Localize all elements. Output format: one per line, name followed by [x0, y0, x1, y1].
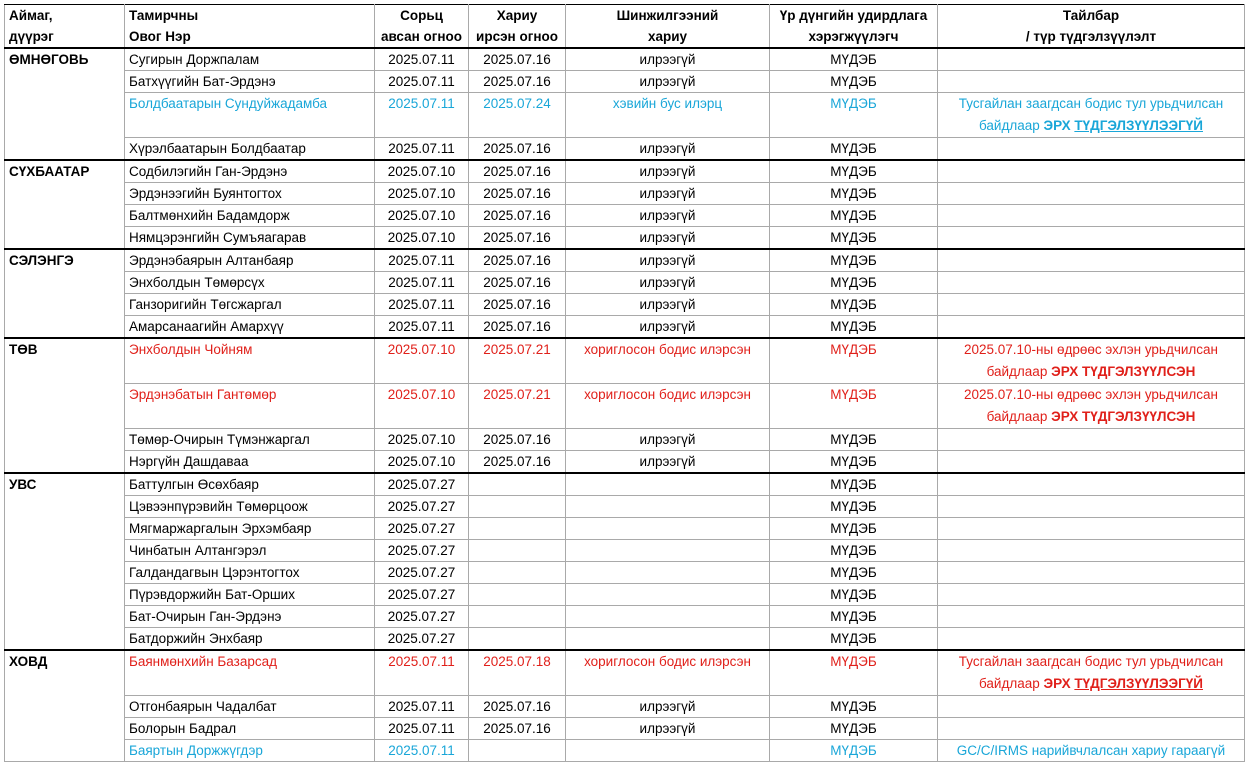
note-cell — [938, 496, 1245, 518]
header-test-result: Шинжилгээний — [566, 5, 770, 27]
table-row — [5, 584, 1245, 606]
management-org: МҮДЭБ — [770, 93, 938, 138]
test-result: илрээгүй — [566, 294, 770, 316]
note-cell: GC/C/IRMS нарийвчлалсан хариу гараагүй — [938, 740, 1245, 762]
sample-date: 2025.07.10 — [375, 183, 469, 205]
sample-date: 2025.07.27 — [375, 606, 469, 628]
management-org: МҮДЭБ — [770, 338, 938, 384]
aimag-cell — [5, 628, 125, 651]
header-note: Тайлбар — [938, 5, 1245, 27]
aimag-cell — [5, 696, 125, 718]
table-row — [5, 272, 1245, 294]
athlete-name: Ганзоригийн Төгсжаргал — [125, 294, 375, 316]
header-sample-date-2: авсан огноо — [375, 26, 469, 48]
result-date: 2025.07.16 — [469, 696, 566, 718]
note-bold: ЭРХ ТҮДГЭЛЗҮҮЛСЭН — [1051, 364, 1196, 379]
table-row — [5, 606, 1245, 628]
note-bold-underlined: ТҮДГЭЛЗҮҮЛЭЭГҮЙ — [1074, 118, 1203, 133]
sample-date: 2025.07.10 — [375, 205, 469, 227]
header-athlete-2: Овог Нэр — [125, 26, 375, 48]
result-date: 2025.07.21 — [469, 338, 566, 384]
result-date — [469, 606, 566, 628]
test-result: илрээгүй — [566, 316, 770, 339]
doping-results-table — [4, 4, 1245, 762]
sample-date: 2025.07.10 — [375, 227, 469, 250]
athlete-name: Галдандагвын Цэрэнтогтох — [125, 562, 375, 584]
header-management-2: хэрэгжүүлэгч — [770, 26, 938, 48]
note-cell — [938, 71, 1245, 93]
aimag-cell — [5, 540, 125, 562]
table-row — [5, 540, 1245, 562]
note-bold: ЭРХ — [1043, 118, 1075, 133]
test-result: илрээгүй — [566, 205, 770, 227]
test-result: илрээгүй — [566, 227, 770, 250]
aimag-cell — [5, 138, 125, 161]
table-row — [5, 518, 1245, 540]
table-row — [5, 48, 1245, 71]
note-cell — [938, 294, 1245, 316]
sample-date: 2025.07.11 — [375, 696, 469, 718]
note-cell — [938, 696, 1245, 718]
test-result: илрээгүй — [566, 249, 770, 272]
sample-date: 2025.07.10 — [375, 384, 469, 429]
note-line-1: 2025.07.10-ны өдрөөс эхлэн урьдчилсан — [963, 342, 1219, 357]
aimag-cell — [5, 606, 125, 628]
table-row — [5, 183, 1245, 205]
aimag-cell — [5, 562, 125, 584]
sample-date: 2025.07.11 — [375, 249, 469, 272]
sample-date: 2025.07.11 — [375, 740, 469, 762]
result-date — [469, 584, 566, 606]
note-cell — [938, 540, 1245, 562]
management-org: МҮДЭБ — [770, 606, 938, 628]
aimag-cell — [5, 518, 125, 540]
management-org: МҮДЭБ — [770, 205, 938, 227]
result-date: 2025.07.18 — [469, 650, 566, 696]
note-cell — [938, 628, 1245, 651]
athlete-name: Энхболдын Чойням — [125, 338, 375, 384]
test-result: илрээгүй — [566, 160, 770, 183]
note-plain: байдлаар — [986, 364, 1052, 379]
aimag-cell — [5, 451, 125, 474]
note-cell — [938, 138, 1245, 161]
aimag-cell — [5, 496, 125, 518]
note-bold-underlined: ТҮДГЭЛЗҮҮЛЭЭГҮЙ — [1074, 676, 1203, 691]
note-cell — [938, 48, 1245, 71]
note-cell — [938, 183, 1245, 205]
note-line-2 — [942, 406, 1240, 428]
table-row — [5, 718, 1245, 740]
result-date: 2025.07.16 — [469, 160, 566, 183]
athlete-name: Болорын Бадрал — [125, 718, 375, 740]
test-result: хориглосон бодис илэрсэн — [566, 384, 770, 429]
aimag-cell: СЭЛЭНГЭ — [5, 249, 125, 272]
table-row — [5, 429, 1245, 451]
header-athlete: Тамирчны — [125, 5, 375, 27]
aimag-cell — [5, 272, 125, 294]
note-bold: ЭРХ ТҮДГЭЛЗҮҮЛСЭН — [1051, 409, 1196, 424]
sample-date: 2025.07.27 — [375, 496, 469, 518]
athlete-name: Эрдэнэбаярын Алтанбаяр — [125, 249, 375, 272]
aimag-cell: СҮХБААТАР — [5, 160, 125, 183]
table-row — [5, 696, 1245, 718]
result-date — [469, 473, 566, 496]
note-line-1: Тусгайлан заагдсан бодис тул урьдчилсан — [958, 96, 1224, 111]
table-row — [5, 71, 1245, 93]
test-result — [566, 562, 770, 584]
athlete-name: Эрдэнэбатын Гантөмөр — [125, 384, 375, 429]
athlete-name: Төмөр-Очирын Түмэнжаргал — [125, 429, 375, 451]
note-cell — [938, 606, 1245, 628]
header-aimag: Аймаг, — [5, 5, 125, 27]
athlete-name: Цэвээнпүрэвийн Төмөрцоож — [125, 496, 375, 518]
table-row — [5, 384, 1245, 429]
management-org: МҮДЭБ — [770, 540, 938, 562]
note-cell — [938, 429, 1245, 451]
result-date: 2025.07.16 — [469, 294, 566, 316]
note-line-1: 2025.07.10-ны өдрөөс эхлэн урьдчилсан — [963, 387, 1219, 402]
sample-date: 2025.07.11 — [375, 294, 469, 316]
athlete-name: Батхүүгийн Бат-Эрдэнэ — [125, 71, 375, 93]
sample-date: 2025.07.27 — [375, 518, 469, 540]
athlete-name: Баяртын Доржжүгдэр — [125, 740, 375, 762]
test-result — [566, 606, 770, 628]
management-org: МҮДЭБ — [770, 473, 938, 496]
aimag-cell — [5, 294, 125, 316]
note-plain: байдлаар — [979, 676, 1044, 691]
aimag-cell: УВС — [5, 473, 125, 496]
sample-date: 2025.07.27 — [375, 628, 469, 651]
note-plain: байдлаар — [979, 118, 1044, 133]
management-org: МҮДЭБ — [770, 48, 938, 71]
note-cell — [938, 584, 1245, 606]
table-row — [5, 451, 1245, 474]
result-date: 2025.07.16 — [469, 451, 566, 474]
result-date: 2025.07.16 — [469, 205, 566, 227]
sample-date: 2025.07.10 — [375, 429, 469, 451]
test-result: хориглосон бодис илэрсэн — [566, 338, 770, 384]
header-management: Үр дүнгийн удирдлага — [770, 5, 938, 27]
table-row — [5, 294, 1245, 316]
aimag-cell: ТӨВ — [5, 338, 125, 384]
test-result — [566, 540, 770, 562]
athlete-name: Нямцэрэнгийн Сумъяагарав — [125, 227, 375, 250]
aimag-cell — [5, 584, 125, 606]
athlete-name: Батдоржийн Энхбаяр — [125, 628, 375, 651]
table-row — [5, 227, 1245, 250]
management-org: МҮДЭБ — [770, 429, 938, 451]
management-org: МҮДЭБ — [770, 384, 938, 429]
note-cell — [938, 473, 1245, 496]
sample-date: 2025.07.11 — [375, 272, 469, 294]
athlete-name: Отгонбаярын Чадалбат — [125, 696, 375, 718]
test-result: илрээгүй — [566, 272, 770, 294]
result-date: 2025.07.16 — [469, 48, 566, 71]
table-row — [5, 138, 1245, 161]
sample-date: 2025.07.10 — [375, 338, 469, 384]
management-org: МҮДЭБ — [770, 183, 938, 205]
result-date — [469, 740, 566, 762]
management-org: МҮДЭБ — [770, 71, 938, 93]
sample-date: 2025.07.11 — [375, 48, 469, 71]
athlete-name: Амарсанаагийн Амархүү — [125, 316, 375, 339]
note-cell — [938, 718, 1245, 740]
note-cell — [938, 384, 1245, 429]
note-bold: ЭРХ — [1043, 676, 1075, 691]
note-cell — [938, 160, 1245, 183]
header-aimag-2: дүүрэг — [5, 26, 125, 48]
test-result — [566, 473, 770, 496]
management-org: МҮДЭБ — [770, 249, 938, 272]
test-result: илрээгүй — [566, 451, 770, 474]
test-result: илрээгүй — [566, 138, 770, 161]
table-row — [5, 650, 1245, 696]
sample-date: 2025.07.27 — [375, 562, 469, 584]
athlete-name: Чинбатын Алтангэрэл — [125, 540, 375, 562]
note-line-2 — [942, 115, 1240, 137]
result-date: 2025.07.21 — [469, 384, 566, 429]
athlete-name: Эрдэнээгийн Буянтогтох — [125, 183, 375, 205]
header-note-2: / түр түдгэлзүүлэлт — [938, 26, 1245, 48]
result-date: 2025.07.16 — [469, 429, 566, 451]
test-result: хориглосон бодис илэрсэн — [566, 650, 770, 696]
athlete-name: Пүрэвдоржийн Бат-Орших — [125, 584, 375, 606]
note-line-2 — [942, 673, 1240, 695]
sample-date: 2025.07.11 — [375, 71, 469, 93]
sample-date: 2025.07.10 — [375, 451, 469, 474]
management-org: МҮДЭБ — [770, 160, 938, 183]
sample-date: 2025.07.11 — [375, 138, 469, 161]
note-cell — [938, 562, 1245, 584]
result-date: 2025.07.24 — [469, 93, 566, 138]
table-row — [5, 740, 1245, 762]
table-row — [5, 496, 1245, 518]
test-result: хэвийн бус илэрц — [566, 93, 770, 138]
note-cell — [938, 451, 1245, 474]
test-result — [566, 496, 770, 518]
management-org: МҮДЭБ — [770, 294, 938, 316]
table-row — [5, 473, 1245, 496]
aimag-cell — [5, 71, 125, 93]
note-line-1: Тусгайлан заагдсан бодис тул урьдчилсан — [958, 654, 1224, 669]
table-row — [5, 93, 1245, 138]
result-date: 2025.07.16 — [469, 718, 566, 740]
result-date: 2025.07.16 — [469, 227, 566, 250]
management-org: МҮДЭБ — [770, 227, 938, 250]
test-result: илрээгүй — [566, 48, 770, 71]
test-result — [566, 518, 770, 540]
aimag-cell — [5, 718, 125, 740]
test-result: илрээгүй — [566, 183, 770, 205]
sample-date: 2025.07.27 — [375, 473, 469, 496]
table-row — [5, 562, 1245, 584]
sheet — [4, 4, 1245, 762]
aimag-cell — [5, 316, 125, 339]
aimag-cell — [5, 93, 125, 138]
note-cell — [938, 338, 1245, 384]
table-row — [5, 628, 1245, 651]
test-result: илрээгүй — [566, 696, 770, 718]
management-org: МҮДЭБ — [770, 696, 938, 718]
test-result — [566, 740, 770, 762]
header-result-date-2: ирсэн огноо — [469, 26, 566, 48]
aimag-cell: ӨМНӨГОВЬ — [5, 48, 125, 71]
management-org: МҮДЭБ — [770, 740, 938, 762]
test-result: илрээгүй — [566, 71, 770, 93]
table-row — [5, 316, 1245, 339]
header-row-1 — [5, 5, 1245, 27]
note-cell — [938, 272, 1245, 294]
athlete-name: Баттулгын Өсөхбаяр — [125, 473, 375, 496]
table-row — [5, 205, 1245, 227]
test-result: илрээгүй — [566, 429, 770, 451]
result-date — [469, 496, 566, 518]
aimag-cell — [5, 384, 125, 429]
sample-date: 2025.07.11 — [375, 650, 469, 696]
sample-date: 2025.07.11 — [375, 718, 469, 740]
athlete-name: Баянмөнхийн Базарсад — [125, 650, 375, 696]
result-date — [469, 562, 566, 584]
management-org: МҮДЭБ — [770, 518, 938, 540]
note-cell — [938, 518, 1245, 540]
note-cell — [938, 227, 1245, 250]
note-cell — [938, 316, 1245, 339]
result-date: 2025.07.16 — [469, 138, 566, 161]
sample-date: 2025.07.27 — [375, 584, 469, 606]
result-date: 2025.07.16 — [469, 249, 566, 272]
athlete-name: Содбилэгийн Ган-Эрдэнэ — [125, 160, 375, 183]
result-date: 2025.07.16 — [469, 183, 566, 205]
result-date — [469, 540, 566, 562]
management-org: МҮДЭБ — [770, 316, 938, 339]
result-date: 2025.07.16 — [469, 71, 566, 93]
athlete-name: Бат-Очирын Ган-Эрдэнэ — [125, 606, 375, 628]
result-date: 2025.07.16 — [469, 272, 566, 294]
athlete-name: Хүрэлбаатарын Болдбаатар — [125, 138, 375, 161]
aimag-cell — [5, 183, 125, 205]
table-body — [5, 48, 1245, 762]
management-org: МҮДЭБ — [770, 628, 938, 651]
test-result: илрээгүй — [566, 718, 770, 740]
management-org: МҮДЭБ — [770, 496, 938, 518]
management-org: МҮДЭБ — [770, 584, 938, 606]
test-result — [566, 584, 770, 606]
management-org: МҮДЭБ — [770, 451, 938, 474]
sample-date: 2025.07.11 — [375, 316, 469, 339]
athlete-name: Болдбаатарын Сундуйжадамба — [125, 93, 375, 138]
athlete-name: Мягмаржаргалын Эрхэмбаяр — [125, 518, 375, 540]
management-org: МҮДЭБ — [770, 272, 938, 294]
header-row-2 — [5, 26, 1245, 48]
note-cell — [938, 249, 1245, 272]
athlete-name: Нэргүйн Дашдаваа — [125, 451, 375, 474]
table-row — [5, 338, 1245, 384]
sample-date: 2025.07.10 — [375, 160, 469, 183]
result-date — [469, 628, 566, 651]
aimag-cell — [5, 429, 125, 451]
note-cell — [938, 205, 1245, 227]
note-line-2 — [942, 361, 1240, 383]
aimag-cell: ХОВД — [5, 650, 125, 696]
aimag-cell — [5, 227, 125, 250]
result-date: 2025.07.16 — [469, 316, 566, 339]
athlete-name: Балтмөнхийн Бадамдорж — [125, 205, 375, 227]
note-cell — [938, 93, 1245, 138]
result-date — [469, 518, 566, 540]
athlete-name: Сугирын Доржпалам — [125, 48, 375, 71]
header-sample-date: Сорьц — [375, 5, 469, 27]
management-org: МҮДЭБ — [770, 650, 938, 696]
management-org: МҮДЭБ — [770, 138, 938, 161]
table-row — [5, 160, 1245, 183]
management-org: МҮДЭБ — [770, 718, 938, 740]
header-result-date: Хариу — [469, 5, 566, 27]
sample-date: 2025.07.11 — [375, 93, 469, 138]
management-org: МҮДЭБ — [770, 562, 938, 584]
note-cell — [938, 650, 1245, 696]
aimag-cell — [5, 205, 125, 227]
table-row — [5, 249, 1245, 272]
note-plain: байдлаар — [986, 409, 1052, 424]
aimag-cell — [5, 740, 125, 762]
test-result — [566, 628, 770, 651]
sample-date: 2025.07.27 — [375, 540, 469, 562]
header-test-result-2: хариу — [566, 26, 770, 48]
athlete-name: Энхболдын Төмөрсүх — [125, 272, 375, 294]
